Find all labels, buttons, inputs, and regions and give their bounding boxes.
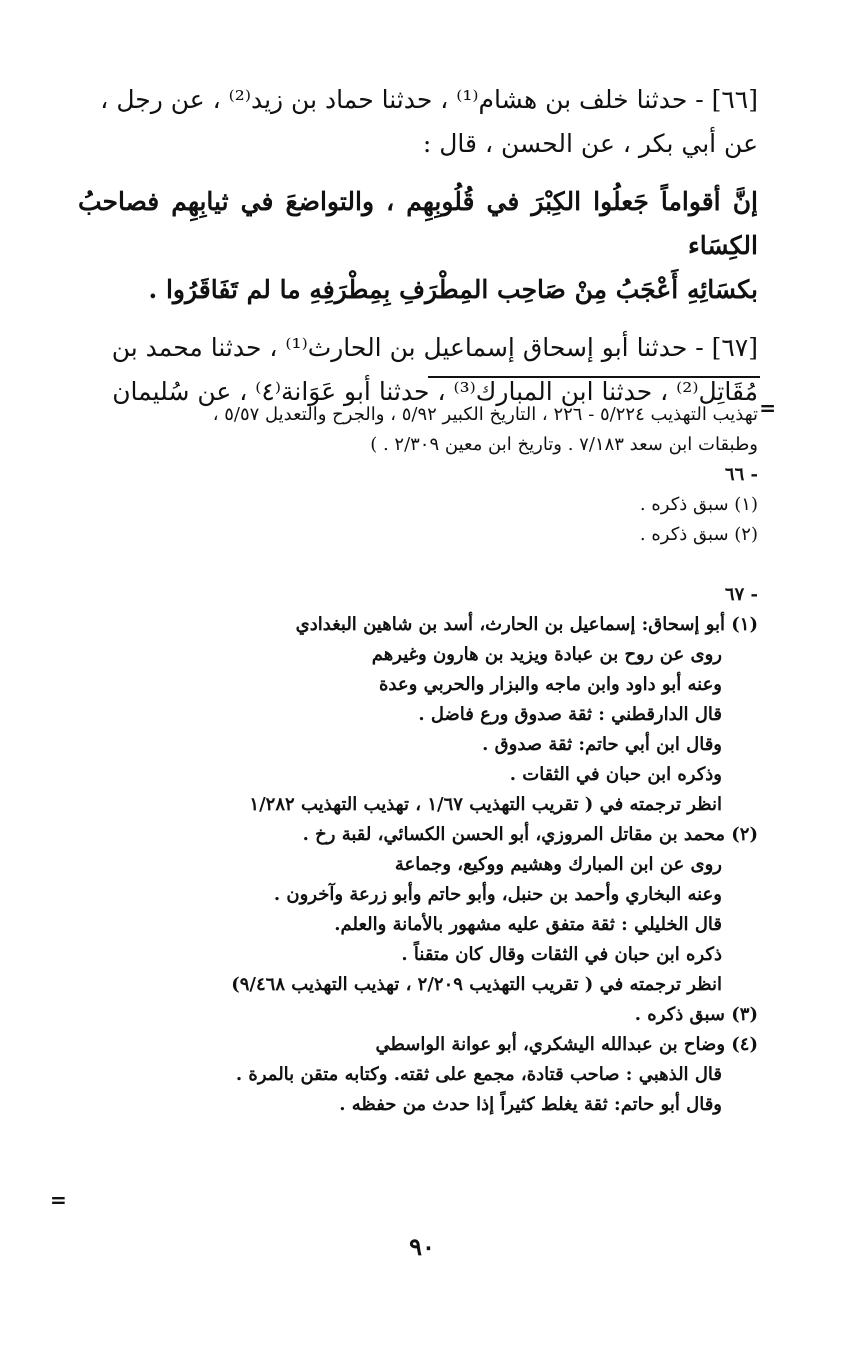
footnote-67-2: (٢) محمد بن مقاتل المروزي، أبو الحسن الكسائي، لقبة رخ . [302,824,758,845]
footnote-67-1-line: وقال ابن أبي حاتم: ثقة صدوق . [482,734,722,755]
footnote-continuation-2: وطبقات ابن سعد ٧/١٨٣ . وتاريخ ابن معين ٢/٣٠٩ . ) [370,434,758,455]
footnote-67-1-line: قال الدارقطني : ثقة صدوق ورع فاضل . [418,704,722,725]
footnote-67-2-line: ذكره ابن حبان في الثقات وقال كان متقناً . [401,944,722,965]
footnote-67-1-line: وعنه أبو داود وابن ماجه والبزار والحربي وعدة [378,674,722,695]
footnote-67-2-line: وعنه البخاري وأحمد بن حنبل، وأبو حاتم وأبو زرعة وآخرون . [273,884,722,905]
continuation-mark-bottom: = [50,1188,67,1212]
footnote-67-4-line: وقال أبو حاتم: ثقة يغلط كثيراً إذا حدث من حفظه . [339,1094,722,1115]
footnote-67-2-line: روى عن ابن المبارك وهشيم ووكيع، وجماعة [394,854,722,875]
quote-line-2: بكسَائِهِ أَعْجَبُ مِنْ صَاحِب المِطْرَفِ بِمِطْرَفِهِ ما لم تَفَاقَرُوا . [148,275,758,304]
footnote-66-1: (١) سبق ذكره . [639,494,758,515]
quote-line-1: إنَّ أقواماً جَعلُوا الكِبْرَ في قُلُوبِهِم ، والتواضعَ في ثيابِهِم فصاحبُ الكِسَاء [78,187,758,260]
footnote-67-2-line: قال الخليلي : ثقة متفق عليه مشهور بالأمانة والعلم. [334,914,722,935]
footnote-67-1-reference: انظر ترجمته في ( تقريب التهذيب ١/٦٧ ، تهذيب التهذيب ١/٢٨٢ [249,794,722,815]
footnote-continuation-1: تهذيب التهذيب ٥/٢٢٤ - ٢٢٦ ، التاريخ الكبير ٥/٩٢ ، والجرح والتعديل ٥/٥٧ ، [212,404,758,425]
footnote-separator [428,376,760,378]
hadith-67-line-1: [٦٧] - حدثنا أبو إسحاق إسماعيل بن الحارث⁽¹⁾ ، حدثنا محمد بن [111,333,758,362]
footnote-67-4-line: قال الذهبي : صاحب قتادة، مجمع على ثقته. وكتابه متقن بالمرة . [235,1064,722,1085]
hadith-67-line-2: مُقَاتِل⁽²⁾ ، حدثنا ابن المبارك⁽³⁾ ، حدثنا أبو عَوَانة⁽٤⁾ ، عن سُليمان [112,377,758,406]
footnotes [68,400,758,1120]
page-number: ٩٠ [409,1232,435,1261]
hadith-66-line-2: عن أبي بكر ، عن الحسن ، قال : [422,129,758,158]
footnote-67-1: (١) أبو إسحاق: إسماعيل بن الحارث، أسد بن شاهين البغدادي [295,614,758,635]
footnote-67-4: (٤) وضاح بن عبدالله اليشكري، أبو عوانة الواسطي [375,1034,758,1055]
footnote-67-1-line: روى عن روح بن عبادة ويزيد بن هارون وغيرهم [371,644,722,665]
footnote-66-2: (٢) سبق ذكره . [639,524,758,545]
footnote-67-2-reference: انظر ترجمته في ( تقريب التهذيب ٢/٢٠٩ ، تهذيب التهذيب ٩/٤٦٨) [231,974,722,995]
footnote-67-1-line: وذكره ابن حبان في الثقات . [509,764,722,785]
hadith-66-line-1: [٦٦] - حدثنا خلف بن هشام⁽¹⁾ ، حدثنا حماد بن زيد⁽²⁾ ، عن رجل ، [100,85,758,114]
main-text [78,78,758,414]
footnote-67-3: (٣) سبق ذكره . [634,1004,758,1025]
footnote-heading-67: - ٦٧ [724,584,758,605]
continuation-mark-top: = [759,396,776,420]
footnote-heading-66: - ٦٦ [724,464,758,485]
